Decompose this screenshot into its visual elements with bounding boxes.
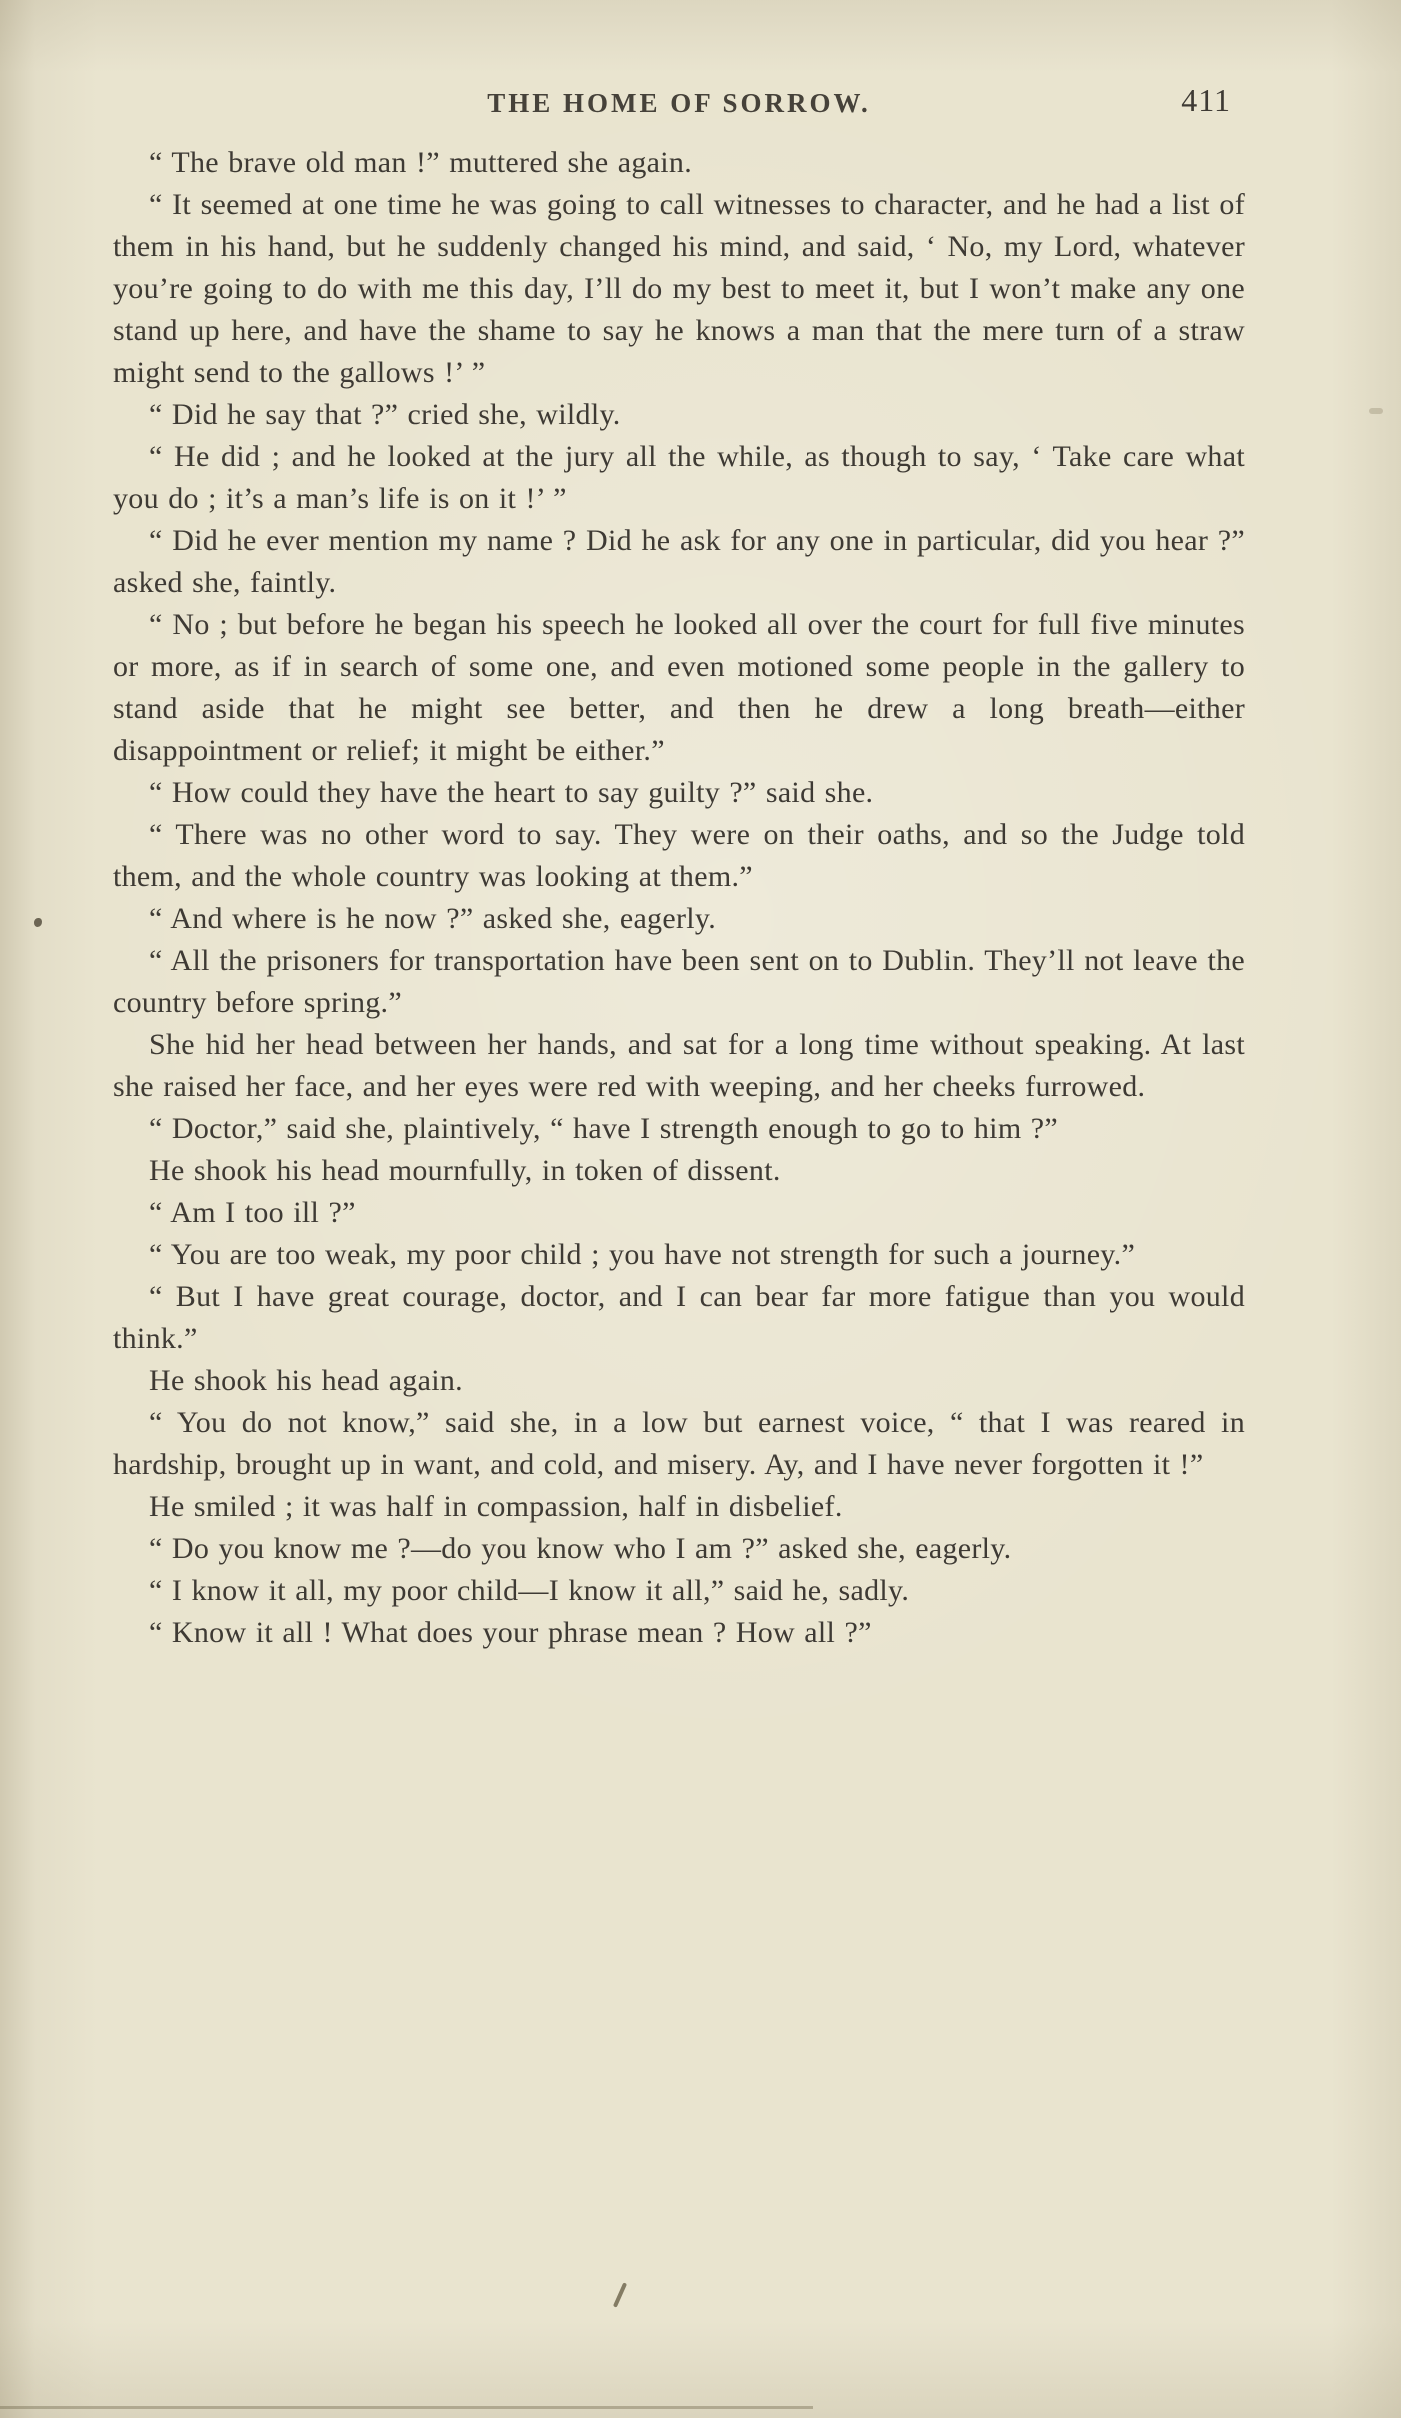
text-column	[113, 142, 1245, 1654]
paragraph: “ Know it all ! What does your phrase mean ? How all ?”	[149, 1616, 872, 1649]
paragraph: He shook his head mournfully, in token of dissent.	[149, 1154, 781, 1187]
paragraph: “ Do you know me ?—do you know who I am ?” asked she, eagerly.	[149, 1532, 1012, 1565]
page-number: 411	[1181, 82, 1231, 118]
paragraph: He smiled ; it was half in compassion, half in disbelief.	[149, 1490, 843, 1523]
paragraph: “ How could they have the heart to say guilty ?” said she.	[149, 776, 874, 809]
paragraph: “ You do not know,” said she, in a low but earnest voice, “ that I was reared in hardship, brought up in want, and cold, and misery. Ay, and I have never forgotten it !”	[113, 1406, 1245, 1481]
paragraph: She hid her head between her hands, and sat for a long time without speaking. At last she raised her face, and her eyes were red with weeping, and her cheeks furrowed.	[113, 1028, 1245, 1103]
paragraph: “ Doctor,” said she, plaintively, “ have I strength enough to go to him ?”	[149, 1112, 1058, 1145]
paragraph: He shook his head again.	[149, 1364, 463, 1397]
paragraph: “ The brave old man !” muttered she again.	[149, 146, 693, 179]
paragraph: “ No ; but before he began his speech he looked all over the court for full five minutes or more, as if in search of some one, and even motioned some people in the gallery to stand aside that he might see better, and then he drew a long breath—either disappointment or relief; it might be either.”	[113, 608, 1245, 767]
pen-mark	[613, 2282, 627, 2307]
paragraph: “ I know it all, my poor child—I know it all,” said he, sadly.	[149, 1574, 910, 1607]
paragraph: “ He did ; and he looked at the jury all the while, as though to say, ‘ Take care what you do ; it’s a man’s life is on it !’ ”	[113, 440, 1245, 515]
scan-edge	[0, 2406, 813, 2409]
paragraph: “ Am I too ill ?”	[149, 1196, 356, 1229]
paragraph: “ There was no other word to say. They were on their oaths, and so the Judge told them, and the whole country was looking at them.”	[113, 818, 1245, 893]
page-header	[113, 82, 1245, 128]
ink-mark	[34, 918, 42, 927]
paragraph: “ And where is he now ?” asked she, eagerly.	[149, 902, 717, 935]
paragraph: “ Did he say that ?” cried she, wildly.	[149, 398, 621, 431]
paragraph: “ You are too weak, my poor child ; you have not strength for such a journey.”	[149, 1238, 1136, 1271]
margin-smudge	[1369, 408, 1383, 414]
paragraph: “ All the prisoners for transportation have been sent on to Dublin. They’ll not leave the country before spring.”	[113, 944, 1245, 1019]
running-title: THE HOME OF SORROW.	[487, 88, 871, 118]
paragraph: “ Did he ever mention my name ? Did he ask for any one in particular, did you hear ?” asked she, faintly.	[113, 524, 1245, 599]
paragraph: “ It seemed at one time he was going to call witnesses to character, and he had a list of them in his hand, but he suddenly changed his mind, and said, ‘ No, my Lord, whatever you’re going to do with me this day, I’ll do my best to meet it, but I won’t make any one stand up here, and have the shame to say he knows a man that the mere turn of a straw might send to the gallows !’ ”	[113, 188, 1245, 389]
paragraph: “ But I have great courage, doctor, and I can bear far more fatigue than you would think.”	[113, 1280, 1245, 1355]
